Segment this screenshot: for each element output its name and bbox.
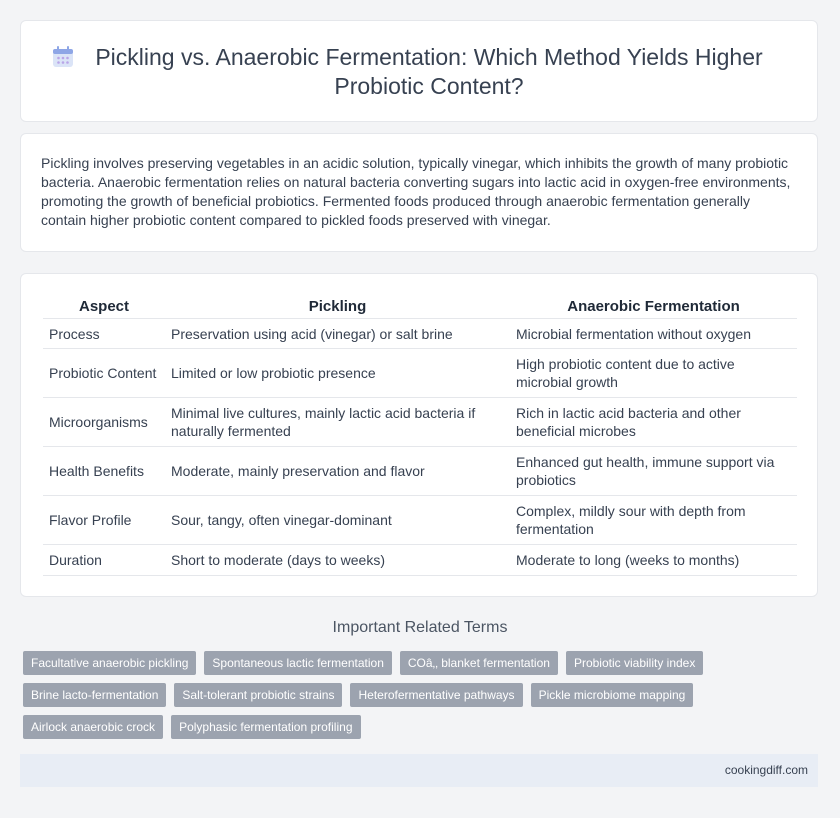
- row-pickling: Minimal live cultures, mainly lactic acid bacteria if naturally fermented: [165, 398, 510, 447]
- related-terms-heading: Important Related Terms: [332, 619, 508, 636]
- header-pickling: Pickling: [165, 294, 510, 319]
- related-term-tag[interactable]: Heterofermentative pathways: [350, 683, 522, 707]
- row-aspect: Duration: [43, 545, 165, 576]
- related-term-tag[interactable]: Airlock anaerobic crock: [23, 715, 163, 739]
- row-anaerobic: High probiotic content due to active microbial growth: [510, 349, 797, 398]
- table-row: [43, 349, 797, 398]
- related-term-tag[interactable]: COâ‚‚ blanket fermentation: [400, 651, 558, 675]
- table-row: [43, 398, 797, 447]
- row-aspect: Flavor Profile: [43, 496, 165, 545]
- row-pickling: Preservation using acid (vinegar) or salt brine: [165, 319, 510, 349]
- intro-paragraph: Pickling involves preserving vegetables in an acidic solution, typically vinegar, which inhibits the growth of many probiotic bacteria. Anaerobic fermentation relies on natural bacteria converting sugars into lactic acid in oxygen-free environments, promoting the growth of beneficial probiotics. Fermented foods produced through anaerobic fermentation generally contain higher probiotic content compared to pickled foods preserved with vinegar.: [41, 155, 791, 228]
- related-term-tag[interactable]: Brine lacto-fermentation: [23, 683, 166, 707]
- row-anaerobic: Complex, mildly sour with depth from fermentation: [510, 496, 797, 545]
- related-term-tag[interactable]: Polyphasic fermentation profiling: [171, 715, 360, 739]
- row-pickling: Moderate, mainly preservation and flavor: [165, 447, 510, 496]
- related-term-tag[interactable]: Facultative anaerobic pickling: [23, 651, 196, 675]
- related-term-tag[interactable]: Spontaneous lactic fermentation: [204, 651, 391, 675]
- table-header-row: [43, 294, 797, 319]
- comparison-card: [20, 273, 818, 597]
- row-aspect: Health Benefits: [43, 447, 165, 496]
- row-anaerobic: Microbial fermentation without oxygen: [510, 319, 797, 349]
- header-aspect: Aspect: [43, 294, 165, 319]
- table-row: [43, 447, 797, 496]
- table-row: [43, 319, 797, 349]
- intro-card: [20, 133, 818, 252]
- row-aspect: Microorganisms: [43, 398, 165, 447]
- page-title: Pickling vs. Anaerobic Fermentation: Which Method Yields Higher Probiotic Content?: [95, 44, 763, 99]
- row-anaerobic: Moderate to long (weeks to months): [510, 545, 797, 576]
- header-anaerobic: Anaerobic Fermentation: [510, 294, 797, 319]
- table-row: [43, 545, 797, 576]
- row-anaerobic: Rich in lactic acid bacteria and other beneficial microbes: [510, 398, 797, 447]
- related-term-tag[interactable]: Probiotic viability index: [566, 651, 703, 675]
- row-aspect: Probiotic Content: [43, 349, 165, 398]
- footer: [20, 754, 818, 787]
- row-anaerobic: Enhanced gut health, immune support via probiotics: [510, 447, 797, 496]
- row-pickling: Limited or low probiotic presence: [165, 349, 510, 398]
- related-term-tag[interactable]: Pickle microbiome mapping: [531, 683, 694, 707]
- row-aspect: Process: [43, 319, 165, 349]
- table-row: [43, 496, 797, 545]
- row-pickling: Sour, tangy, often vinegar-dominant: [165, 496, 510, 545]
- related-terms-list: [23, 651, 813, 739]
- comparison-table: [43, 294, 797, 576]
- related-term-tag[interactable]: Salt-tolerant probiotic strains: [174, 683, 342, 707]
- row-pickling: Short to moderate (days to weeks): [165, 545, 510, 576]
- title-card: [20, 20, 818, 122]
- footer-site-link[interactable]: cookingdiff.com: [724, 763, 808, 777]
